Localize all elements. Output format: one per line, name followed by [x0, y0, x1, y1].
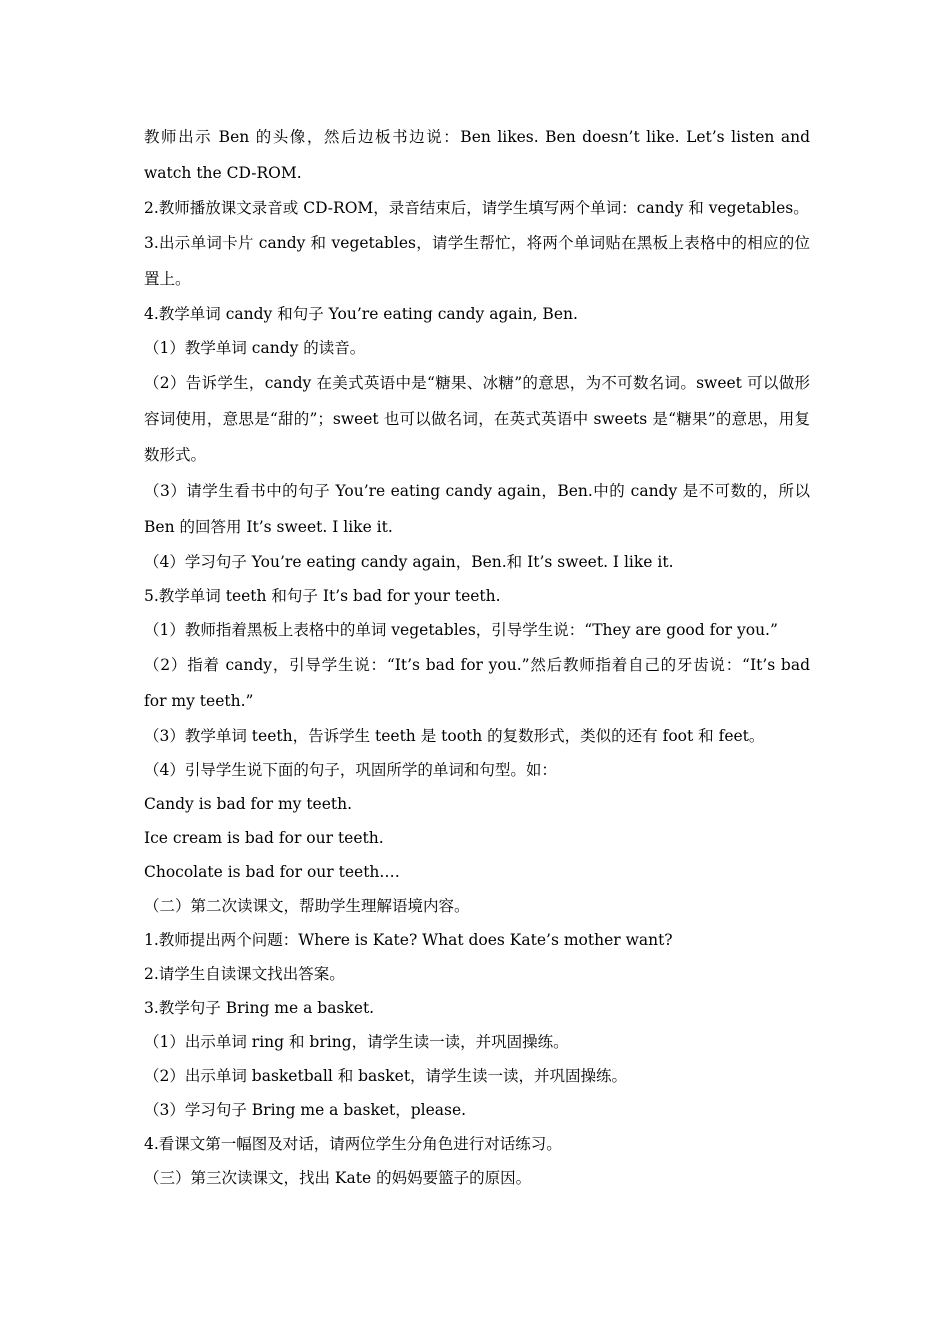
paragraph-step-5-3: （3）教学单词 teeth，告诉学生 teeth 是 tooth 的复数形式，类似的还有 foot 和 feet。	[144, 727, 765, 745]
paragraph-section-2-step-2: 2.请学生自读课文找出答案。	[144, 965, 345, 983]
paragraph-step-4-4: （4）学习句子 You’re eating candy again，Ben.和 It’s sweet. I like it.	[144, 553, 674, 571]
paragraph-section-2: （二）第二次读课文，帮助学生理解语境内容。	[144, 897, 470, 915]
paragraph-step-5-1: （1）教师指着黑板上表格中的单词 vegetables，引导学生说：“They are good for you.”	[144, 621, 778, 639]
paragraph-example-2: Ice cream is bad for our teeth.	[144, 829, 384, 847]
paragraph-step-4-1: （1）教学单词 candy 的读音。	[144, 339, 366, 357]
document-body	[144, 119, 810, 1195]
paragraph-step-4-2: （2）告诉学生，candy 在美式英语中是“糖果、冰糖”的意思，为不可数名词。sweet 可以做形容词使用，意思是“甜的”；sweet 也可以做名词，在英式英语中 sweets 是“糖果”的意思，用复数形式。	[144, 374, 810, 464]
paragraph-section-2-step-3-1: （1）出示单词 ring 和 bring，请学生读一读，并巩固操练。	[144, 1033, 569, 1051]
paragraph-section-2-step-3-2: （2）出示单词 basketball 和 basket，请学生读一读，并巩固操练。	[144, 1067, 628, 1085]
paragraph-section-2-step-1: 1.教师提出两个问题：Where is Kate? What does Kate’s mother want?	[144, 931, 673, 949]
paragraph-intro: 教师出示 Ben 的头像，然后边板书边说：Ben likes. Ben doesn’t like. Let’s listen and watch the CD-ROM.	[144, 128, 810, 182]
paragraph-section-2-step-4: 4.看课文第一幅图及对话，请两位学生分角色进行对话练习。	[144, 1135, 562, 1153]
paragraph-step-3: 3.出示单词卡片 candy 和 vegetables，请学生帮忙，将两个单词贴在黑板上表格中的相应的位置上。	[144, 234, 810, 288]
paragraph-step-2: 2.教师播放课文录音或 CD-ROM，录音结束后，请学生填写两个单词：candy 和 vegetables。	[144, 199, 809, 217]
paragraph-section-3: （三）第三次读课文，找出 Kate 的妈妈要篮子的原因。	[144, 1169, 532, 1187]
paragraph-step-4-3: （3）请学生看书中的句子 You’re eating candy again，Ben.中的 candy 是不可数的，所以 Ben 的回答用 It’s sweet. I like it.	[144, 482, 810, 536]
paragraph-step-5-2: （2）指着 candy，引导学生说：“It’s bad for you.”然后教师指着自己的牙齿说：“It’s bad for my teeth.”	[144, 656, 810, 710]
paragraph-step-4: 4.教学单词 candy 和句子 You’re eating candy again, Ben.	[144, 305, 578, 323]
paragraph-example-3: Chocolate is bad for our teeth.…	[144, 863, 400, 881]
paragraph-example-1: Candy is bad for my teeth.	[144, 795, 353, 813]
paragraph-step-5: 5.教学单词 teeth 和句子 It’s bad for your teeth.	[144, 587, 501, 605]
paragraph-section-2-step-3: 3.教学句子 Bring me a basket.	[144, 999, 375, 1017]
paragraph-step-5-4: （4）引导学生说下面的句子，巩固所学的单词和句型。如：	[144, 761, 557, 779]
paragraph-section-2-step-3-3: （3）学习句子 Bring me a basket，please.	[144, 1101, 467, 1119]
